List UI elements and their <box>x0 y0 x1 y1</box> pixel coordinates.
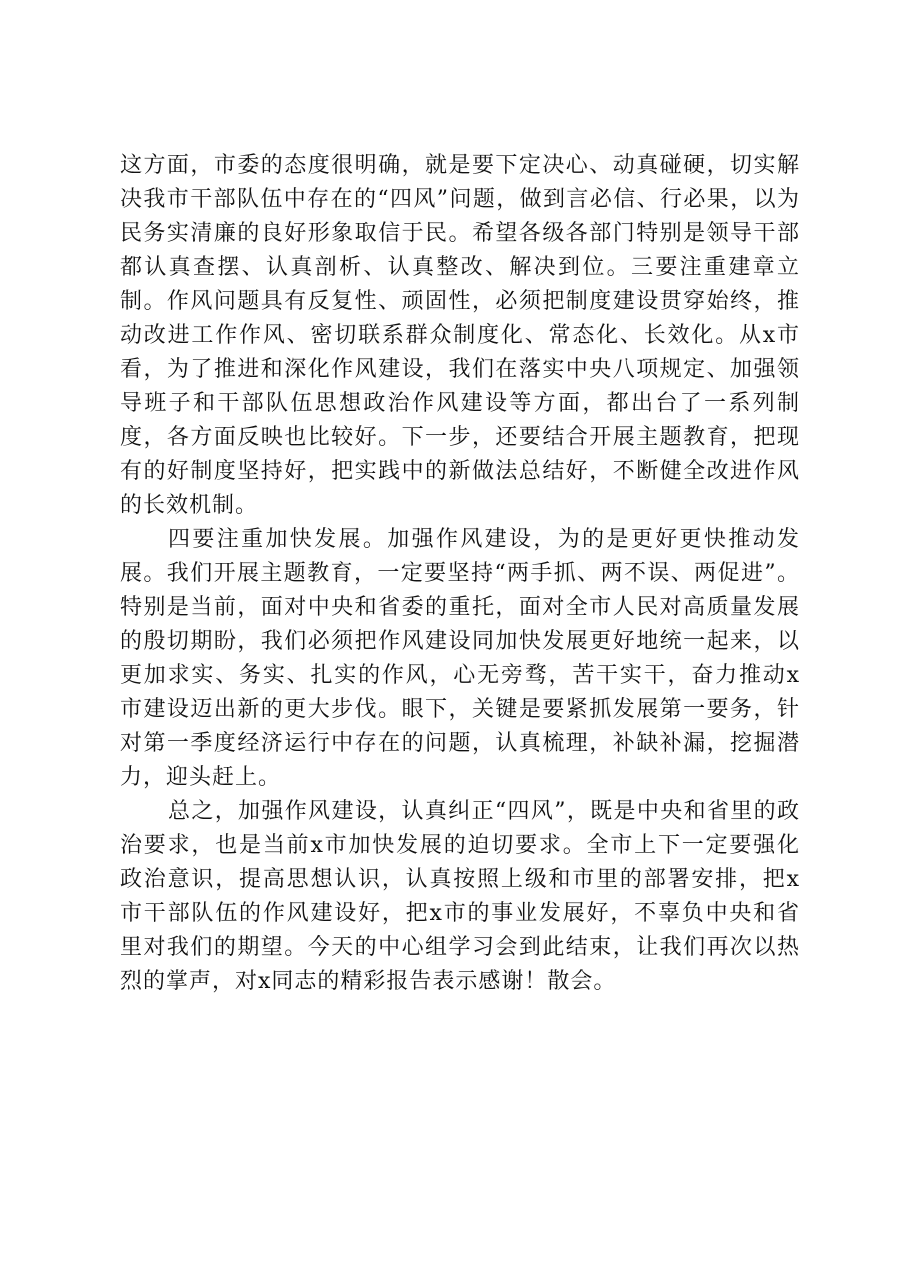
paragraph-conclusion: 总之，加强作风建设，认真纠正“四风”，既是中央和省里的政治要求，也是当前x市加快发展的迫切要求。全市上下一定要强化政治意识，提高思想认识，认真按照上级和市里的部署安排，把x市干部队伍的作风建设好，把x市的事业发展好，不辜负中央和省里对我们的期望。今天的中心组学习会到此结束，让我们再次以热烈的掌声，对x同志的精彩报告表示感谢！散会。 <box>120 799 800 994</box>
document-body <box>120 149 800 999</box>
paragraph-development: 四要注重加快发展。加强作风建设，为的是更好更快推动发展。我们开展主题教育，一定要坚持“两手抓、两不误、两促进”。特别是当前，面对中央和省委的重托，面对全市人民对高质量发展的殷切期盼，我们必须把作风建设同加快发展更好地统一起来，以更加求实、务实、扎实的作风，心无旁骛，苦干实干，奋力推动x市建设迈出新的更大步伐。眼下，关键是要紧抓发展第一要务，针对第一季度经济运行中存在的问题，认真梳理，补缺补漏，挖掘潜力，迎头赶上。 <box>120 527 800 790</box>
paragraph-continuation: 这方面，市委的态度很明确，就是要下定决心、动真碰硬，切实解决我市干部队伍中存在的“四风”问题，做到言必信、行必果，以为民务实清廉的良好形象取信于民。希望各级各部门特别是领导干部都认真查摆、认真剖析、认真整改、解决到位。三要注重建章立制。作风问题具有反复性、顽固性，必须把制度建设贯穿始终，推动改进工作作风、密切联系群众制度化、常态化、长效化。从x市看，为了推进和深化作风建设，我们在落实中央八项规定、加强领导班子和干部队伍思想政治作风建设等方面，都出台了一系列制度，各方面反映也比较好。下一步，还要结合开展主题教育，把现有的好制度坚持好，把实践中的新做法总结好，不断健全改进作风的长效机制。 <box>120 153 800 518</box>
